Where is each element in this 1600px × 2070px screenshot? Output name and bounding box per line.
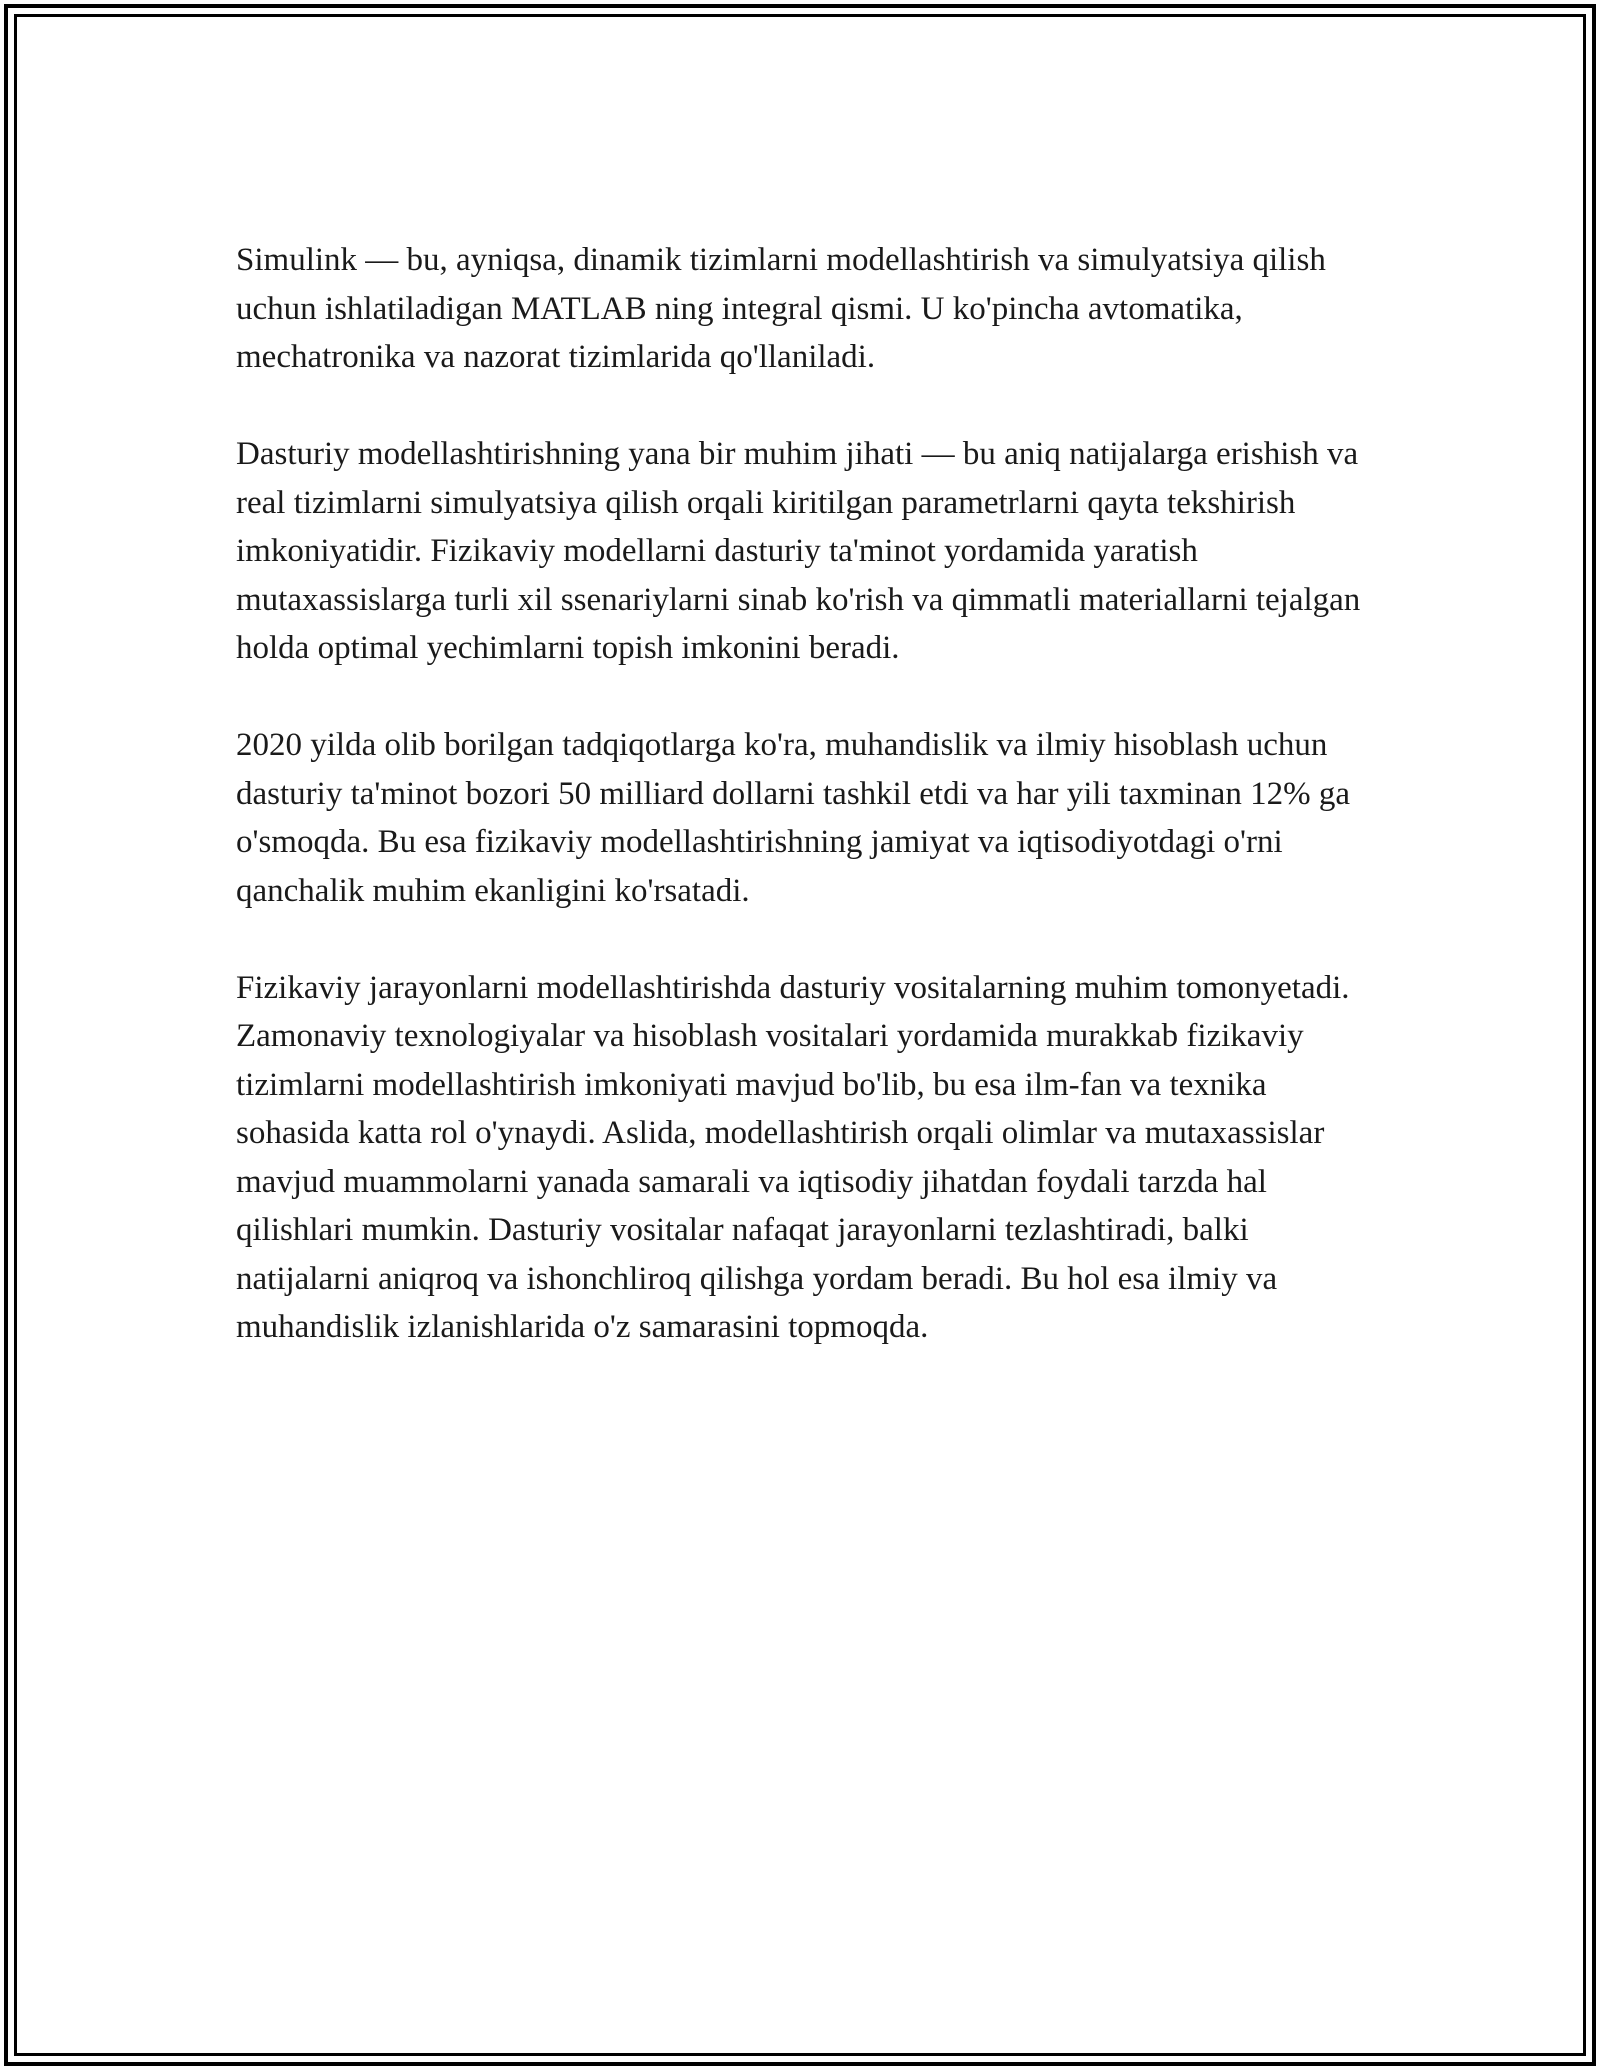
paragraph-modelling-aspect: Dasturiy modellashtirishning yana bir muhim jihati — bu aniq natijalarga erishish va real tizimlarni simulyatsiya qilish orqali kiritilgan parametrlarni qayta tekshirish imkoniyatidir. Fizikaviy modellarni dasturiy ta'minot yordamida yaratish mutaxassislarga turli xil ssenariylarni sinab ko'rish va qimmatli materiallarni tejalgan holda optimal yechimlarni topish imkonini beradi. bbox=[236, 436, 1361, 666]
paragraph-software-tools: Fizikaviy jarayonlarni modellashtirishda dasturiy vositalarning muhim tomonyetadi. Zamonaviy texnologiyalar va hisoblash vositalari yordamida murakkab fizikaviy tizimlarni modellashtirish imkoniyati mavjud bo'lib, bu esa ilm-fan va texnika sohasida katta rol o'ynaydi. Aslida, modellashtirish orqali olimlar va mutaxassislar mavjud muammolarni yanada samarali va iqtisodiy jihatdan foydali tarzda hal qilishlari mumkin. Dasturiy vositalar nafaqat jarayonlarni tezlashtiradi, balki natijalarni aniqroq va ishonchliroq qilishga yordam beradi. Bu hol esa ilmiy va muhandislik izlanishlarida o'z samarasini topmoqda. bbox=[236, 969, 1350, 1345]
document-body bbox=[236, 236, 1376, 1400]
paragraph-market-research: 2020 yilda olib borilgan tadqiqotlarga ko'ra, muhandislik va ilmiy hisoblash uchun dasturiy ta'minot bozori 50 milliard dollarni tashkil etdi va har yili taxminan 12% ga o'smoqda. Bu esa fizikaviy modellashtirishning jamiyat va iqtisodiyotdagi o'rni qanchalik muhim ekanligini ko'rsatadi. bbox=[236, 727, 1350, 909]
paragraph-simulink: Simulink — bu, ayniqsa, dinamik tizimlarni modellashtirish va simulyatsiya qilish uchun ishlatiladigan MATLAB ning integral qismi. U ko'pincha avtomatika, mechatronika va nazorat tizimlarida qo'llaniladi. bbox=[236, 242, 1326, 375]
